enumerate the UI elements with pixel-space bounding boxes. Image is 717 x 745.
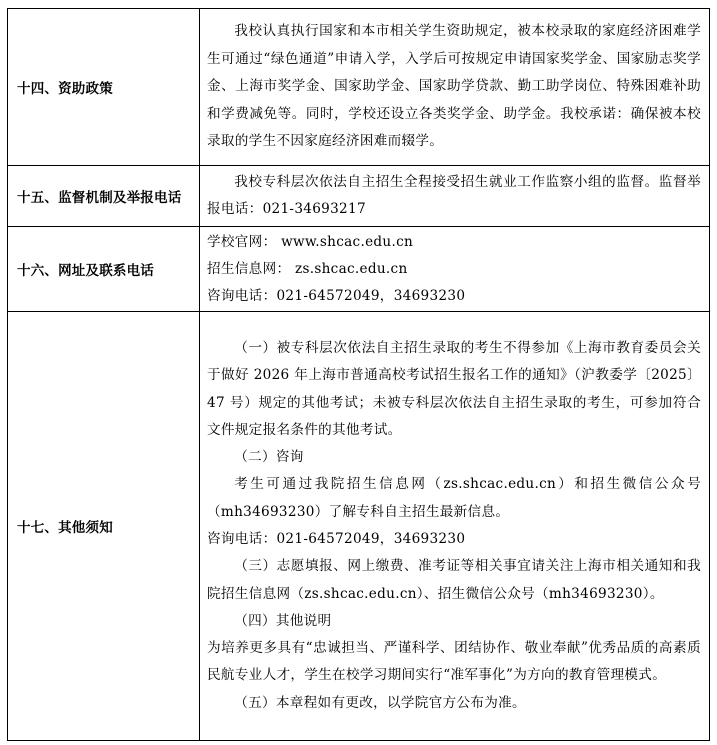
paragraph: （三）志愿填报、网上缴费、准考证等相关事宜请关注上海市相关通知和我院招生信息网（zs.shcac.edu.cn）、招生微信公众号（mh34693230）。 (207, 558, 701, 602)
admissions-info-table (7, 8, 710, 741)
paragraph: 考生可通过我院招生信息网（zs.shcac.edu.cn）和招生微信公众号（mh34693230）了解专科自主招生最新信息。 (207, 476, 701, 520)
document-page (7, 8, 710, 741)
row-content-financial-aid (200, 9, 710, 166)
paragraph: 我校专科层次依法自主招生全程接受招生就业工作监察小组的监督。监督举报电话：021-34693217 (207, 174, 701, 217)
paragraph: 为培养更多具有“忠诚担当、严谨科学、团结协作、敬业奉献”优秀品质的高素质民航专业人才，学生在校学习期间实行“准军事化”为方向的教育管理模式。 (207, 640, 701, 684)
paragraph: （一）被专科层次依法自主招生录取的考生不得参加《上海市教育委员会关于做好 2026 年上海市普通高校考试招生报名工作的通知》（沪教委学〔2025〕47 号）规定的其他考试；未被专科层次依法自主招生录取的考生，可参加符合文件规定报名条件的其他考试。 (207, 339, 701, 438)
row-label-supervision: 十五、监督机制及举报电话 (8, 166, 200, 227)
table-row-supervision (8, 166, 710, 227)
phone-line: 咨询电话：021-64572049，34693230 (207, 531, 466, 547)
admissions-website-line[interactable]: 招生信息网： zs.shcac.edu.cn (207, 260, 408, 277)
table-row-financial-aid (8, 9, 710, 166)
subheading: （二）咨询 (234, 449, 304, 466)
subheading: （四）其他说明 (234, 612, 332, 629)
row-content-other-notes (200, 312, 710, 741)
row-content-supervision (200, 166, 710, 227)
school-website-line[interactable]: 学校官网： www.shcac.edu.cn (207, 233, 414, 250)
row-label-financial-aid: 十四、资助政策 (8, 9, 200, 166)
row-label-other-notes: 十七、其他须知 (8, 312, 200, 741)
paragraph: （五）本章程如有更改，以学院官方公布为准。 (234, 694, 526, 711)
paragraph: 我校认真执行国家和本市相关学生资助规定，被本校录取的家庭经济困难学生可通过“绿色通道”申请入学，入学后可按规定申请国家奖学金、国家励志奖学金、上海市奖学金、国家助学金、国家助学贷款、勤工助学岗位、特殊困难补助和学费减免等。同时，学校还设立各类奖学金、助学金。我校承诺：确保被本校录取的学生不因家庭经济困难而辍学。 (207, 23, 701, 150)
table-row-other-notes (8, 312, 710, 741)
phone-line: 咨询电话：021-64572049，34693230 (207, 287, 466, 304)
row-label-contact: 十六、网址及联系电话 (8, 227, 200, 312)
table-row-contact (8, 227, 710, 312)
row-content-contact (200, 227, 710, 312)
